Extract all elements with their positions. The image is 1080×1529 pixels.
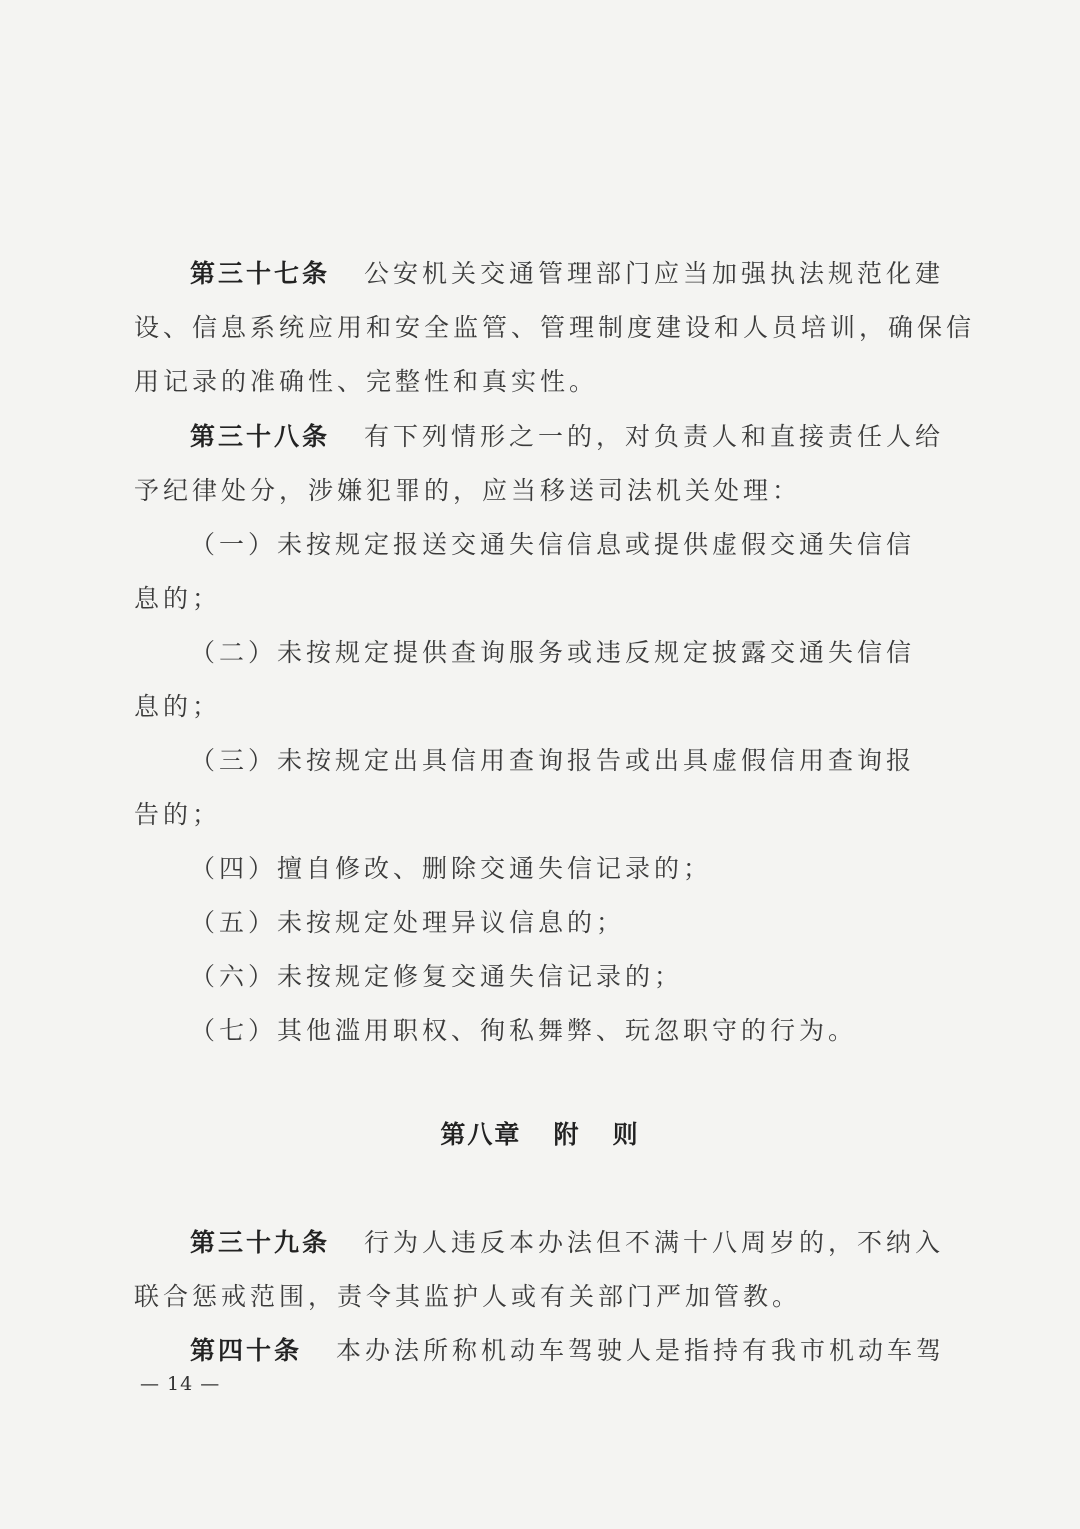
list-item-continuation: 息的； [134, 584, 222, 613]
list-item-continuation: 告的； [134, 800, 222, 829]
article-37-line-1 [190, 257, 944, 291]
list-item: （六）未按规定修复交通失信记录的； [190, 962, 684, 991]
list-item: （七）其他滥用职权、徇私舞弊、玩忽职守的行为。 [190, 1016, 858, 1045]
article-38-line-2: 予纪律处分，涉嫌犯罪的，应当移送司法机关处理： [134, 476, 802, 505]
article-39-line-1 [190, 1226, 944, 1260]
article-40-heading: 第四十条 [190, 1336, 303, 1365]
article-40-line-1 [190, 1334, 945, 1368]
page-number: — 14 — [140, 1373, 221, 1395]
article-39-text: 行为人违反本办法但不满十八周岁的，不纳入 [363, 1228, 944, 1257]
article-38-heading: 第三十八条 [190, 422, 331, 451]
list-item: （二）未按规定提供查询服务或违反规定披露交通失信信 [190, 638, 916, 667]
article-39-line-2: 联合惩戒范围，责令其监护人或有关部门严加管教。 [134, 1282, 802, 1311]
article-37-line-3: 用记录的准确性、完整性和真实性。 [134, 367, 599, 396]
article-38-line-1 [190, 420, 944, 454]
list-item: （一）未按规定报送交通失信信息或提供虚假交通失信信 [190, 530, 916, 559]
list-item: （五）未按规定处理异议信息的； [190, 908, 626, 937]
article-39-heading: 第三十九条 [190, 1228, 331, 1257]
chapter-heading: 第八章 附 则 [440, 1120, 640, 1149]
article-37-line-2: 设、信息系统应用和安全监管、管理制度建设和人员培训，确保信 [134, 313, 976, 342]
article-40-text: 本办法所称机动车驾驶人是指持有我市机动车驾 [335, 1336, 945, 1365]
list-item: （四）擅自修改、删除交通失信记录的； [190, 854, 713, 883]
list-item-continuation: 息的； [134, 692, 222, 721]
article-37-heading: 第三十七条 [190, 259, 331, 288]
list-item: （三）未按规定出具信用查询报告或出具虚假信用查询报 [190, 746, 916, 775]
article-38-text: 有下列情形之一的，对负责人和直接责任人给 [363, 422, 944, 451]
article-37-text: 公安机关交通管理部门应当加强执法规范化建 [363, 259, 944, 288]
